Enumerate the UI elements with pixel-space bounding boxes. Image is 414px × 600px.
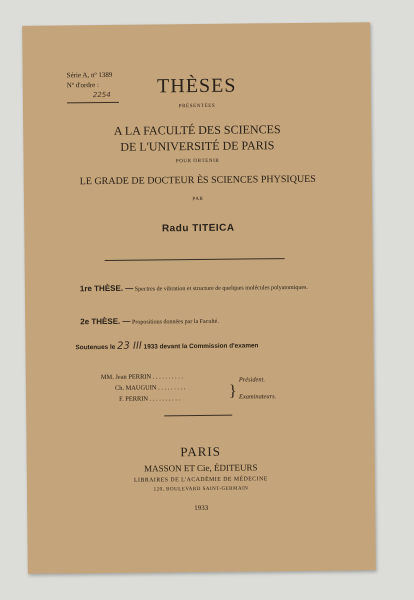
- divider-bottom: [164, 415, 232, 417]
- author-name: Radu TITEICA: [161, 222, 235, 235]
- defense-line: [75, 339, 258, 352]
- serial-underline: [67, 102, 119, 104]
- serie-number: Série A, nº 1389: [66, 70, 113, 80]
- faculty-line-1: A LA FACULTÉ DES SCIENCES: [113, 122, 281, 138]
- defense-prefix: Soutenues le: [75, 343, 116, 352]
- jury-list: [101, 371, 186, 405]
- publication-year: 1933: [194, 503, 209, 513]
- jury-member: F. PERRIN . . . . . . . . . .: [119, 395, 181, 403]
- publisher-subtitle: LIBRAIRES DE L'ACADÉMIE DE MÉDECINE: [133, 476, 268, 484]
- pour-obtenir-text: POUR OBTENIR: [175, 158, 220, 165]
- jury-member: Ch. MAUGUIN . . . . . . . . .: [114, 384, 186, 392]
- role-examiners: Examinateurs.: [239, 393, 277, 401]
- faculty-line-2: DE L'UNIVERSITÉ DE PARIS: [120, 138, 275, 154]
- publisher-name: MASSON ET Cie, ÉDITEURS: [144, 462, 258, 474]
- publisher-address: 120, BOULEVARD SAINT-GERMAIN: [153, 486, 249, 493]
- defense-date: 23 III: [117, 340, 142, 352]
- jury-brace: }: [228, 382, 237, 400]
- ordre-number: 2254: [92, 90, 111, 100]
- par-text: PAR: [192, 196, 204, 203]
- jury-roles: [239, 371, 276, 405]
- grade-text: LE GRADE DE DOCTEUR ÈS SCIENCES PHYSIQUES: [79, 173, 316, 188]
- thesis-cover: [22, 22, 376, 574]
- defense-suffix: 1933 devant la Commission d'examen: [143, 342, 259, 351]
- ordre-label: Nº d'ordre :: [66, 81, 100, 90]
- thesis-2-text: Propositions données par la Faculté.: [131, 318, 219, 326]
- jury-member: MM. Jean PERRIN . . . . . . . . . .: [100, 373, 184, 382]
- thesis-1-text: Spectres de vibration et structure de quelques molécules polyatomiques.: [134, 284, 308, 293]
- thesis-1-label: 1re THÈSE. —: [79, 283, 134, 294]
- cover-title: THÈSES: [156, 74, 237, 98]
- thesis-2: [80, 314, 350, 328]
- publication-city: PARIS: [180, 443, 222, 460]
- thesis-1: [80, 281, 350, 295]
- presentees-text: PRÉSENTÉES: [178, 103, 216, 110]
- thesis-2-label: 2e THÈSE. —: [80, 316, 131, 327]
- role-president: Président.: [238, 376, 265, 384]
- divider-top: [105, 258, 285, 261]
